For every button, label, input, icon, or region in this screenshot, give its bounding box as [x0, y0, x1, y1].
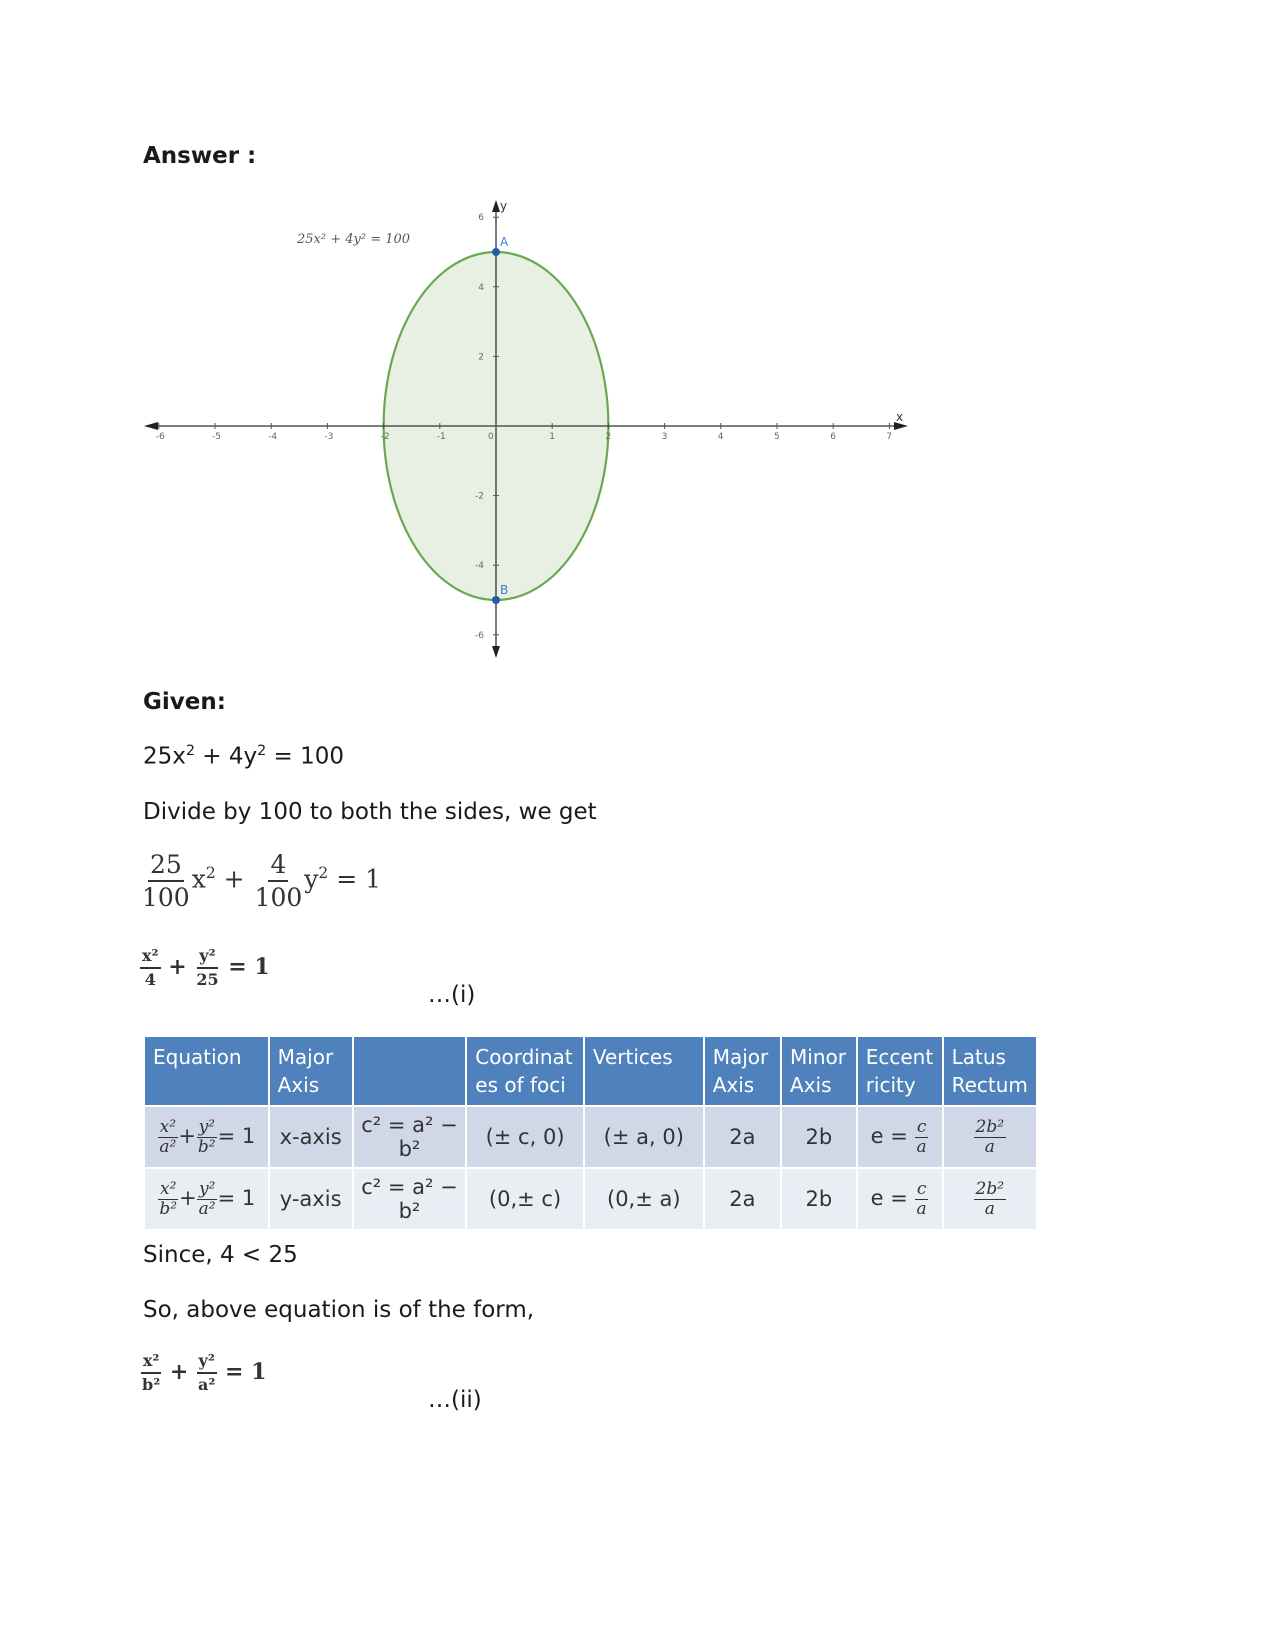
- answer-heading: Answer :: [143, 143, 257, 169]
- x-tick-label: -2: [380, 432, 390, 442]
- fraction: [915, 1178, 929, 1219]
- numerator: x²: [141, 1353, 162, 1374]
- form-statement: So, above equation is of the form,: [143, 1297, 535, 1323]
- denominator: a: [984, 1136, 995, 1157]
- point-b-label: B: [500, 583, 509, 597]
- fraction-25-100: [140, 852, 192, 910]
- cell-major: 2a: [705, 1107, 780, 1167]
- divide-instruction: Divide by 100 to both the sides, we get: [143, 799, 597, 825]
- table-row: [145, 1169, 1036, 1229]
- y-tick-label: 6: [478, 213, 484, 224]
- denominator: 4: [144, 970, 156, 989]
- plus-sign: +: [168, 954, 187, 980]
- y-tick-label: 2: [478, 352, 484, 363]
- header-line: Vertices: [592, 1045, 673, 1069]
- given-eq-sup1: 2: [185, 743, 195, 759]
- given-eq-term1: 25x: [143, 743, 186, 770]
- equation-rhs: = 1: [228, 954, 270, 980]
- denominator: a: [916, 1136, 927, 1157]
- point-a-marker: [492, 248, 500, 256]
- given-heading: Given:: [143, 689, 226, 715]
- numerator: y²: [197, 1353, 217, 1374]
- ellipse-properties-table-wrap: [143, 1035, 1038, 1231]
- ecc-lhs: e =: [870, 1185, 908, 1210]
- numerator: y²: [198, 1116, 215, 1137]
- equation-tag-i: …(i): [428, 982, 476, 1008]
- header-relation: [354, 1037, 466, 1105]
- table-header-row: [145, 1037, 1036, 1105]
- numerator: 2b²: [975, 1116, 1005, 1137]
- cell-axis: x-axis: [270, 1107, 352, 1167]
- numerator: c: [916, 1178, 927, 1199]
- numerator: x²: [160, 1178, 177, 1199]
- x-tick-label: 0: [488, 432, 494, 442]
- y-axis-arrow-bottom: [492, 646, 500, 658]
- var-y: y: [304, 864, 319, 894]
- y-axis-arrow-top: [492, 200, 500, 212]
- header-line: Axis: [277, 1073, 320, 1097]
- plus-sign: +: [169, 1359, 189, 1385]
- cell-latus-rectum: [944, 1169, 1036, 1229]
- equation-tag-ii: …(ii): [428, 1387, 482, 1413]
- equation-rhs: = 1: [217, 1123, 256, 1148]
- standard-equation-i: [140, 948, 270, 988]
- cell-equation: [145, 1107, 268, 1167]
- numerator: 25: [148, 852, 184, 882]
- plus-sign: +: [179, 1185, 197, 1210]
- header-line: Axis: [712, 1073, 755, 1097]
- y-tick-label: -4: [475, 561, 484, 572]
- cell-relation: c² = a² − b²: [354, 1169, 466, 1229]
- denominator: a: [916, 1198, 927, 1219]
- cell-vertices: (0,± a): [585, 1169, 703, 1229]
- header-line: Equation: [153, 1045, 242, 1069]
- sup-y: 2: [318, 864, 329, 883]
- cell-major: 2a: [705, 1169, 780, 1229]
- fraction: [974, 1178, 1007, 1219]
- given-equation: [143, 743, 344, 770]
- y-tick-label: 4: [478, 282, 484, 293]
- equation-rhs: = 1: [336, 864, 382, 894]
- header-major-axis: [270, 1037, 352, 1105]
- fraction-x2-4: [140, 948, 161, 988]
- cell-axis: y-axis: [270, 1169, 352, 1229]
- cell-minor: 2b: [782, 1169, 856, 1229]
- header-line: Eccent: [865, 1045, 934, 1069]
- header-vertices: [585, 1037, 703, 1105]
- header-equation: [145, 1037, 268, 1105]
- numerator: y²: [198, 1178, 216, 1199]
- header-line: Major: [712, 1045, 769, 1069]
- denominator: b²: [142, 1375, 161, 1394]
- plus-sign: +: [178, 1123, 196, 1148]
- header-line: Axis: [790, 1073, 832, 1097]
- point-a-label: A: [500, 235, 509, 249]
- numerator: 4: [268, 852, 288, 882]
- fraction-4-100: [253, 852, 305, 910]
- denominator: 100: [254, 883, 303, 912]
- x-tick-label: 4: [717, 432, 724, 442]
- header-line: Major: [277, 1045, 334, 1069]
- numerator: x²: [140, 948, 161, 969]
- cell-eccentricity: [858, 1107, 942, 1167]
- numerator: x²: [159, 1116, 177, 1137]
- given-eq-sup2: 2: [257, 743, 267, 759]
- x-tick-label: -1: [436, 432, 446, 442]
- cell-foci: (± c, 0): [467, 1107, 583, 1167]
- ellipse-graph: [140, 200, 920, 670]
- cell-foci: (0,± c): [467, 1169, 583, 1229]
- x-tick-label: -6: [155, 432, 165, 442]
- denominator: b²: [159, 1198, 178, 1219]
- denominator: 25: [196, 970, 219, 989]
- x-tick-label: 7: [886, 432, 893, 442]
- header-minor-length: [782, 1037, 856, 1105]
- cell-vertices: (± a, 0): [585, 1107, 703, 1167]
- x-tick-label: -5: [212, 432, 221, 442]
- point-b-marker: [492, 596, 500, 604]
- y-tick-label: -6: [475, 630, 484, 641]
- fraction: [974, 1116, 1007, 1157]
- since-statement: Since, 4 < 25: [143, 1242, 298, 1268]
- header-line: ricity: [865, 1073, 916, 1097]
- x-axis-arrow-left: [144, 422, 158, 430]
- y-tick-label: -2: [475, 491, 484, 502]
- equation-rhs: = 1: [225, 1359, 267, 1385]
- fraction: [157, 1116, 178, 1157]
- denominator: a²: [197, 1375, 216, 1394]
- scaled-equation: [140, 852, 381, 910]
- x-tick-label: 2: [605, 432, 612, 442]
- fraction-y2-25: [194, 948, 220, 988]
- fraction: [915, 1116, 929, 1157]
- x-tick-label: 3: [661, 432, 668, 442]
- x-axis-label: x: [896, 410, 904, 424]
- fraction-y2-a2: [196, 1353, 217, 1393]
- given-eq-rhs: = 100: [266, 743, 344, 770]
- x-tick-label: 5: [774, 432, 780, 442]
- numerator: y²: [197, 948, 217, 969]
- numerator: c: [916, 1116, 927, 1137]
- denominator: a: [984, 1198, 995, 1219]
- equation-rhs: = 1: [217, 1185, 256, 1210]
- x-tick-label: 6: [830, 432, 836, 442]
- x-tick-label: -4: [268, 432, 278, 442]
- ecc-lhs: e =: [870, 1123, 908, 1148]
- denominator: 100: [142, 883, 190, 912]
- header-eccentricity: [858, 1037, 942, 1105]
- given-eq-term2: + 4y: [194, 743, 258, 770]
- header-major-length: [705, 1037, 780, 1105]
- graph-plot: [144, 200, 908, 658]
- cell-equation: [145, 1169, 268, 1229]
- fraction-x2-b2: [140, 1353, 162, 1393]
- x-tick-label: 1: [549, 432, 555, 442]
- y-axis-label: y: [500, 200, 508, 213]
- header-line: Latus: [951, 1045, 1006, 1069]
- denominator: b²: [197, 1136, 216, 1157]
- header-line: es of foci: [475, 1073, 566, 1097]
- header-line: Minor: [790, 1045, 846, 1069]
- denominator: a²: [198, 1198, 216, 1219]
- fraction: [196, 1116, 218, 1157]
- cell-latus-rectum: [944, 1107, 1036, 1167]
- header-latus-rectum: [944, 1037, 1036, 1105]
- ellipse-properties-table: [143, 1035, 1038, 1231]
- numerator: 2b²: [975, 1178, 1005, 1199]
- header-line: Coordinat: [475, 1045, 573, 1069]
- standard-equation-ii: [140, 1353, 266, 1393]
- plus-sign: +: [223, 864, 245, 894]
- var-x: x: [191, 864, 206, 894]
- cell-minor: 2b: [782, 1107, 856, 1167]
- table-row: [145, 1107, 1036, 1167]
- sup-x: 2: [205, 864, 216, 883]
- x-tick-label: -3: [324, 432, 334, 442]
- cell-relation: c² = a² − b²: [354, 1107, 466, 1167]
- header-foci: [467, 1037, 583, 1105]
- fraction: [197, 1178, 218, 1219]
- denominator: a²: [159, 1136, 177, 1157]
- fraction: [157, 1178, 179, 1219]
- header-line: Rectum: [951, 1073, 1028, 1097]
- cell-eccentricity: [858, 1169, 942, 1229]
- graph-equation-label: 25x² + 4y² = 100: [297, 232, 411, 247]
